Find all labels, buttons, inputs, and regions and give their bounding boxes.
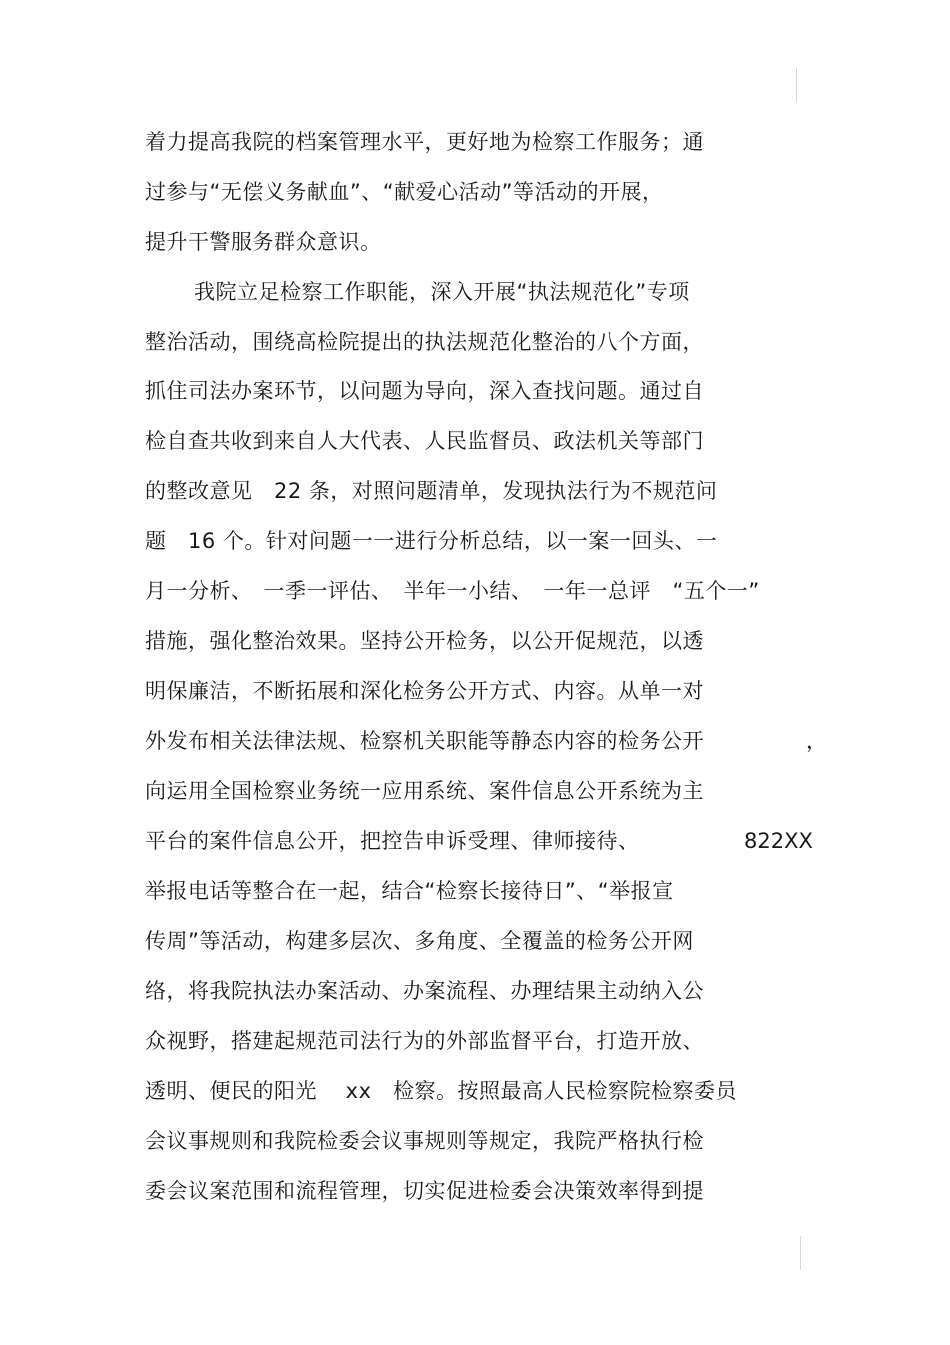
text-line: 传周”等活动，构建多层次、多角度、全覆盖的检务公开网 — [145, 929, 694, 953]
text-line: 过参与“无偿义务献血”、“献爱心活动”等活动的开展， — [145, 180, 664, 204]
text-line: 平台的案件信息公开，把控告申诉受理、律师接待、 — [145, 829, 640, 853]
paragraph-first-line: 我院立足检察工作职能，深入开展“执法规范化”专项 — [194, 280, 690, 304]
text-line: 透明、便民的阳光 xx 检察。按照最高人民检察院检察委员 — [145, 1079, 738, 1103]
text-line: 的整改意见 22 条，对照问题清单，发现执法行为不规范问 — [145, 479, 718, 503]
text-line: 检自查共收到来自人大代表、人民监督员、政法机关等部门 — [145, 429, 704, 453]
text-line: 抓住司法办案环节，以问题为导向，深入查找问题。通过自 — [145, 379, 704, 403]
text-line: 整治活动，围绕高检院提出的执法规范化整治的八个方面， — [145, 330, 704, 354]
text-line: 月一分析、 一季一评估、 半年一小结、 一年一总评 “五个一” — [145, 579, 760, 603]
text-line: 络，将我院执法办案活动、办案流程、办理结果主动纳入公 — [145, 979, 704, 1003]
stray-comma: ， — [806, 729, 827, 753]
text-line: 措施，强化整治效果。坚持公开检务，以公开促规范，以透 — [145, 629, 704, 653]
text-line: 外发布相关法律法规、检察机关职能等静态内容的检务公开 — [145, 729, 704, 753]
phone-number-fragment: 822XX — [744, 829, 813, 853]
margin-mark-bottom — [800, 1236, 801, 1270]
text-line: 向运用全国检察业务统一应用系统、案件信息公开系统为主 — [145, 779, 704, 803]
text-line: 举报电话等整合在一起，结合“检察长接待日”、“举报宣 — [145, 879, 674, 903]
margin-mark-top — [796, 68, 797, 102]
text-line: 会议事规则和我院检委会议事规则等规定，我院严格执行检 — [145, 1129, 704, 1153]
text-line: 着力提高我院的档案管理水平，更好地为检察工作服务；通 — [145, 130, 704, 154]
text-line: 众视野，搭建起规范司法行为的外部监督平台，打造开放、 — [145, 1029, 704, 1053]
text-line: 提升干警服务群众意识。 — [145, 230, 382, 254]
text-line: 题 16 个。针对问题一一进行分析总结，以一案一回头、一 — [145, 529, 718, 553]
text-line: 明保廉洁，不断拓展和深化检务公开方式、内容。从单一对 — [145, 679, 704, 703]
text-line: 委会议案范围和流程管理，切实促进检委会决策效率得到提 — [145, 1179, 704, 1203]
